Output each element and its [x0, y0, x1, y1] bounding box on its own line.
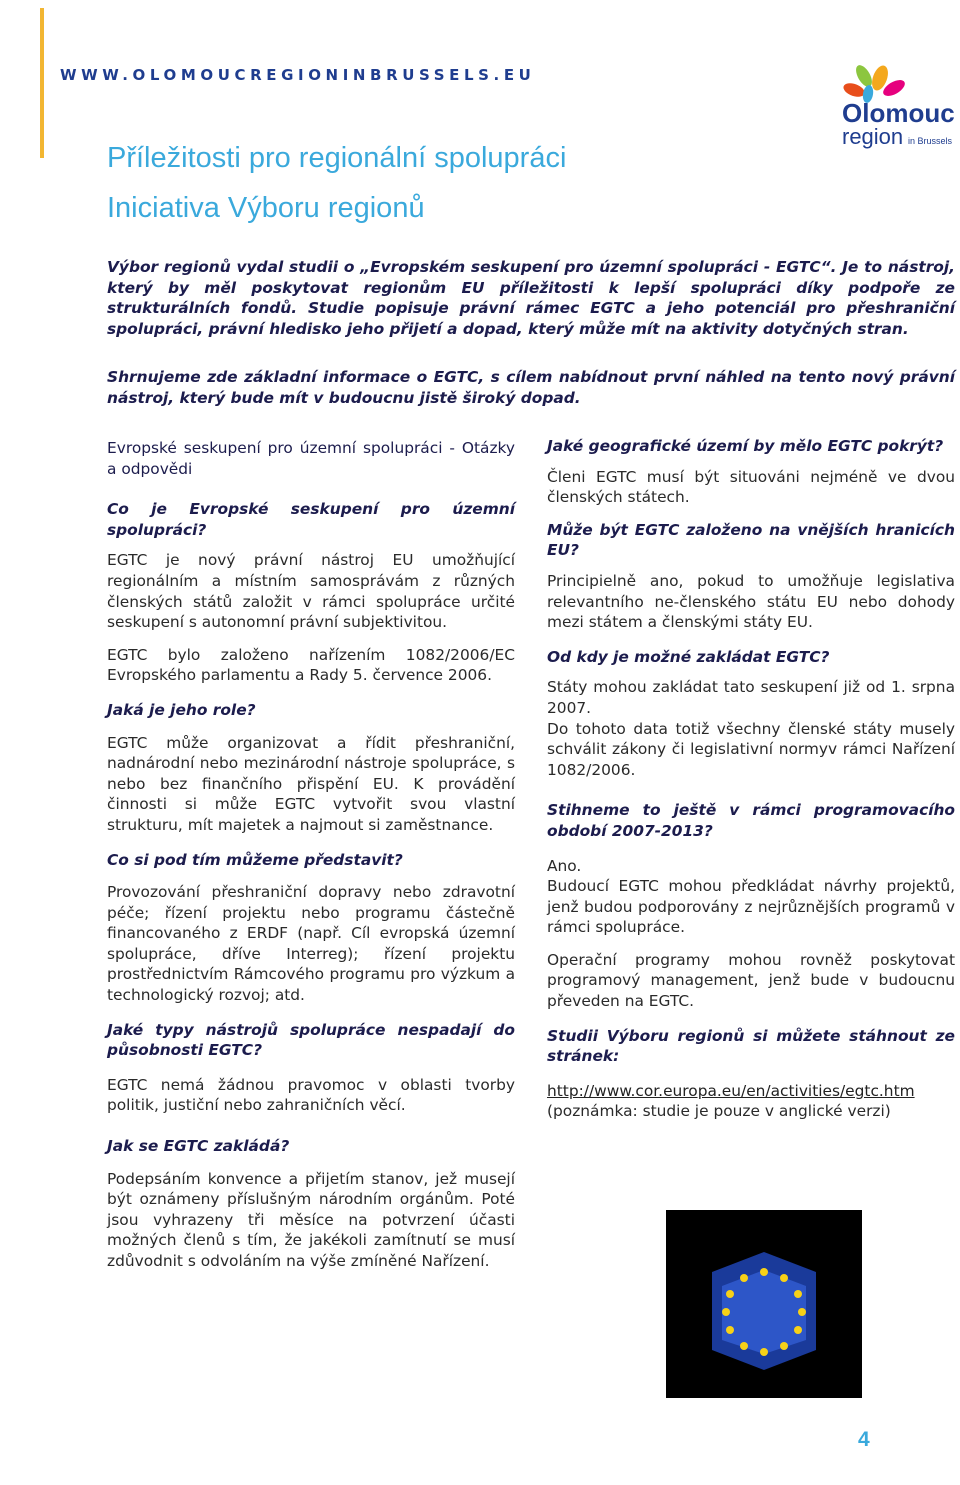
right-question-2: Může být EGTC založeno na vnějších hranicích EU?	[547, 520, 955, 560]
right-answer-2: Principielně ano, pokud to umožňuje legislativa relevantního ne-členského státu EU nebo dohody mezi státem a členskými státy EU.	[547, 571, 955, 632]
right-answer-3a: Státy mohou zakládat tato seskupení již od 1. srpna 2007.	[547, 678, 955, 717]
section-title: Evropské seskupení pro územní spolupráci - Otázky a odpovědi	[107, 439, 515, 478]
right-question-1: Jaké geografické území by mělo EGTC pokrýt?	[547, 437, 944, 455]
page-number: 4	[858, 1428, 870, 1451]
study-link[interactable]: http://www.cor.europa.eu/en/activities/egtc.htm	[547, 1081, 915, 1100]
answer-5: Podepsáním konvence a přijetím stanov, jež musejí být oznámeny příslušným národním orgánům. Poté jsou vyhrazeny tři měsíce na potvrzení účasti možných členů s tím, že jakékoli zamítnutí se musí zdůvodnit s odvoláním na výše zmíněné Nařízení.	[107, 1169, 515, 1270]
site-url[interactable]: WWW.OLOMOUCREGIONINBRUSSELS.EU	[60, 66, 536, 84]
logo-text-region: region	[842, 124, 904, 149]
answer-1b: EGTC bylo založeno nařízením 1082/2006/EC Evropského parlamentu a Rady 5. července 2006.	[107, 645, 515, 685]
page-title: Příležitosti pro regionální spolupráci	[107, 142, 567, 174]
language-note: (poznámka: studie je pouze v anglické verzi)	[547, 1102, 891, 1121]
page-subtitle: Iniciativa Výboru regionů	[107, 192, 425, 224]
right-answer-4c: Operační programy mohou rovněž poskytovat programový management, jenž bude v budoucnu převeden na EGTC.	[547, 950, 955, 1011]
right-answer-3b: Do tohoto data totiž všechny členské státy musely schválit zákony či legislativní normyv rámci Nařízení 1082/2006.	[547, 719, 955, 779]
right-answer-1: Členi EGTC musí být situováni nejméně ve dvou členských státech.	[547, 467, 955, 507]
intro-paragraph-1: Výbor regionů vydal studii o „Evropském seskupení pro územní spolupráci - EGTC“. Je to nástroj, který by měl poskytovat regionům EU příležitosti k lepší spolupráci díky podpoře ze strukturálních fondů. Studie popisuje právní rámec EGTC a jeho potenciál pro přeshraniční spolupráci, právní hledisko jeho přijetí a dopad, který může mít na aktivity dotyčných stran.	[107, 258, 955, 338]
answer-3: Provozování přeshraniční dopravy nebo zdravotní péče; řízení projektu nebo programu částečně financovaného z ERDF (např. Cíl evropská územní spolupráce, dříve Interreg); řízení projektu prostřednictvím Rámcového programu pro výzkum a technologický rozvoj; atd.	[107, 883, 515, 1005]
question-1: Co je Evropské seskupení pro územní spolupráci?	[107, 500, 515, 539]
cor-logo-image	[666, 1210, 862, 1398]
answer-1a: EGTC je nový právní nástroj EU umožňující regionálním a místním samosprávám z různých členských států založit v rámci spolupráce určité seskupení s autonomní právní subjektivitou.	[107, 551, 515, 632]
intro-paragraph-2: Shrnujeme zde základní informace o EGTC, s cílem nabídnout první náhled na tento nový právní nástroj, který bude mít v budoucnu jistě široký dopad.	[107, 368, 955, 407]
logo-text-olomouc: Olomouc	[842, 98, 955, 128]
right-question-3: Od kdy je možné zakládat EGTC?	[547, 647, 830, 666]
right-answer-4a: Ano.	[547, 856, 582, 875]
right-column	[547, 436, 955, 1122]
logo-text-brussels: in Brussels	[908, 136, 953, 146]
right-question-4: Stihneme to ještě v rámci programovacího období 2007-2013?	[547, 801, 955, 840]
question-4: Jaké typy nástrojů spolupráce nespadají do působnosti EGTC?	[107, 1020, 515, 1060]
accent-bar	[40, 8, 44, 158]
question-2: Jaká je jeho role?	[107, 700, 256, 719]
left-column	[107, 438, 515, 1272]
question-5: Jak se EGTC zakládá?	[107, 1137, 290, 1156]
olomouc-region-logo	[808, 56, 958, 156]
right-answer-4b: Budoucí EGTC mohou předkládat návrhy projektů, jenž budou podporovány z nejrůznějších programů v rámci spolupráce.	[547, 877, 955, 937]
answer-4: EGTC nemá žádnou pravomoc v oblasti tvorby politik, justiční nebo zahraničních věcí.	[107, 1075, 515, 1115]
right-question-5: Studii Výboru regionů si můžete stáhnout ze stránek:	[547, 1026, 955, 1066]
question-3: Co si pod tím můžeme představit?	[107, 850, 403, 869]
answer-2: EGTC může organizovat a řídit přeshraniční, nadnárodní nebo mezinárodní nástroje spolupráce, s nebo bez finančního přispění EU. K provádění činnosti si může EGTC vytvořit svou vlastní strukturu, mít majetek a najmout si zaměstnance.	[107, 733, 515, 834]
eu-flag-icon	[712, 1252, 816, 1370]
